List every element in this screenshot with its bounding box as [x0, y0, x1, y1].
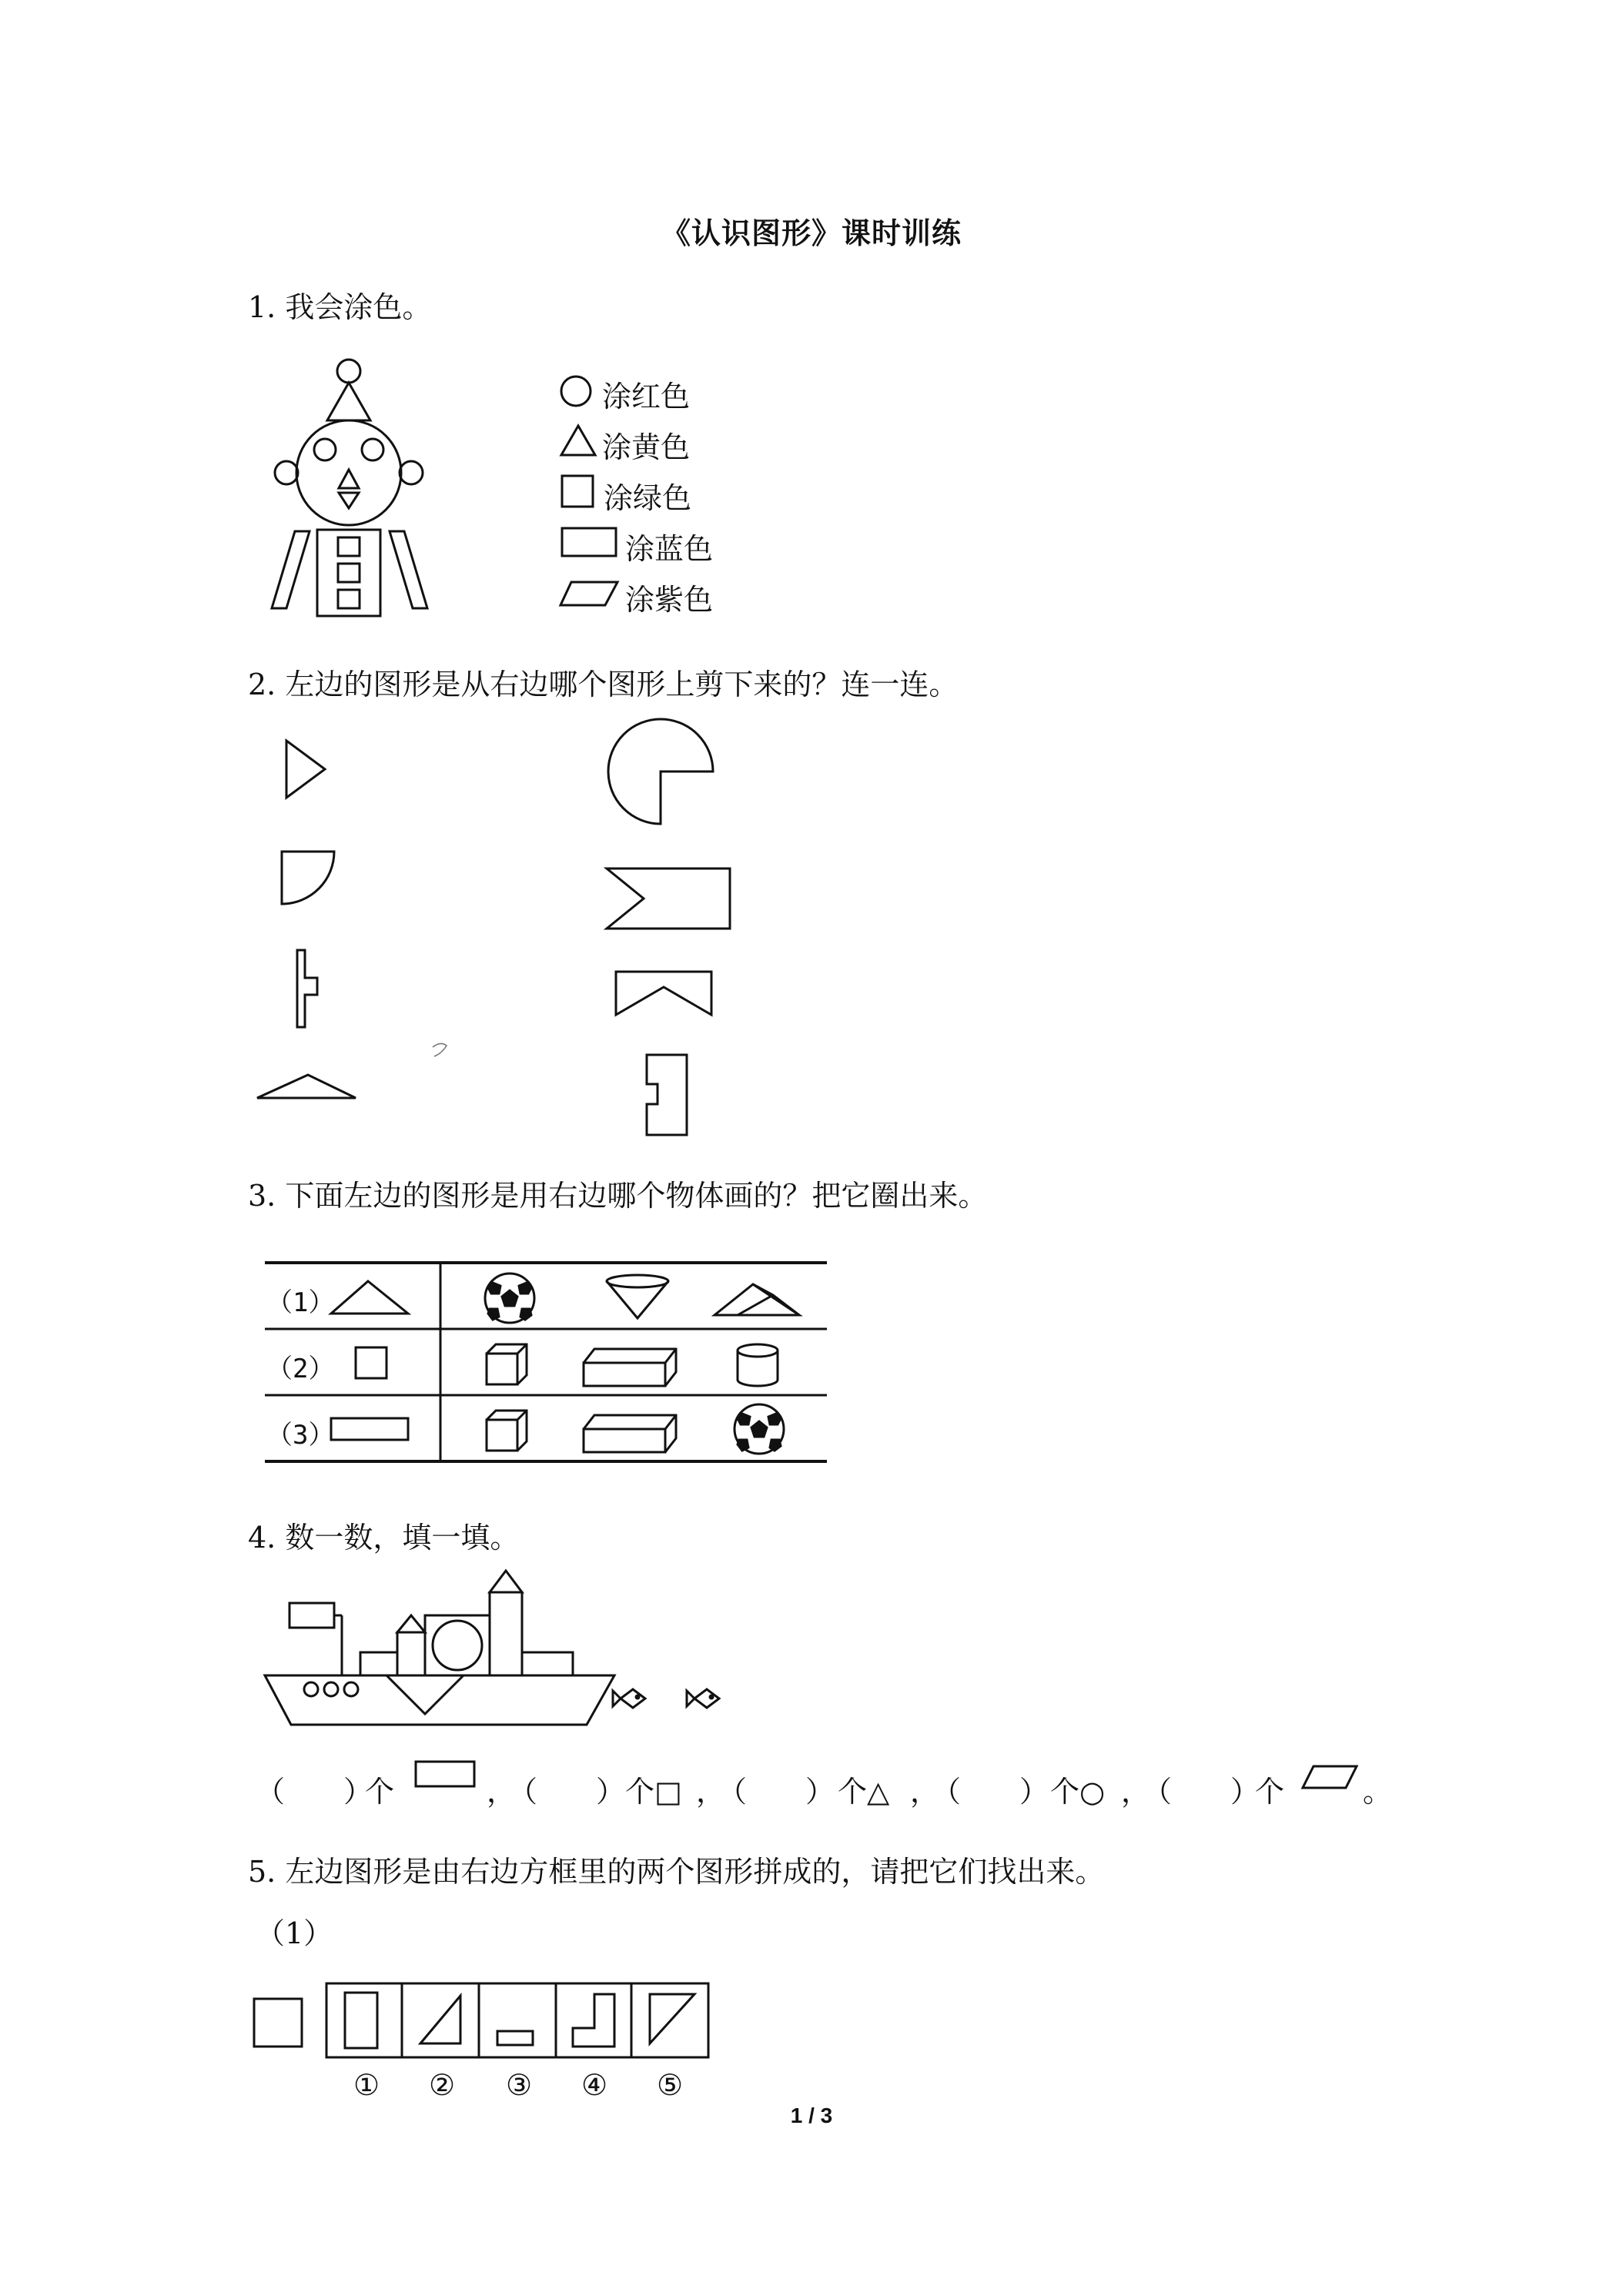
question-5-sub: （1） [256, 1916, 333, 1950]
blank-paren-3[interactable]: （ ） [718, 1775, 835, 1809]
unit-text-4: 个○ [1050, 1775, 1106, 1809]
legend-label-purple: 涂紫色 [625, 583, 714, 617]
unit-text-2: 个□ [625, 1775, 682, 1809]
blank-paren-1[interactable]: （ ） [256, 1775, 373, 1809]
separator-4: ， [1121, 1775, 1151, 1809]
legend-label-green: 涂绿色 [604, 481, 692, 515]
option-number-3: ③ [505, 2068, 533, 2102]
question-1-prompt: 1. 我会涂色。 [248, 290, 432, 324]
unit-text-5: 个 [1255, 1775, 1285, 1809]
unit-text-1: 个 [365, 1775, 395, 1809]
target-square [254, 1999, 302, 2047]
question-2-prompt: 2. 左边的图形是从右边哪个图形上剪下来的？连一连。 [248, 668, 959, 701]
blank-paren-4[interactable]: （ ） [932, 1775, 1049, 1809]
separator-3: ， [910, 1775, 940, 1809]
option-number-5: ⑤ [656, 2068, 684, 2102]
legend-label-blue: 涂蓝色 [625, 532, 714, 566]
option-5-triangle [650, 1994, 694, 2043]
row-label-3: （3） [266, 1420, 335, 1451]
option-number-1: ① [353, 2068, 380, 2102]
question-5-prompt: 5. 左边图形是由右边方框里的两个图形拼成的，请把它们找出来。 [248, 1855, 1105, 1889]
separator-5: 。 [1363, 1775, 1393, 1809]
option-1-rectangle [345, 1993, 377, 2048]
question-4-prompt: 4. 数一数，填一填。 [248, 1521, 520, 1555]
blank-paren-2[interactable]: （ ） [508, 1775, 626, 1809]
option-number-4: ④ [581, 2068, 608, 2102]
page-number: 1 / 3 [790, 2104, 833, 2127]
option-3-strip [497, 2031, 533, 2045]
question-3-prompt: 3. 下面左边的图形是用右边哪个物体画的？把它圈出来。 [248, 1179, 988, 1213]
separator-2: ， [696, 1775, 726, 1809]
option-4-l-shape [573, 1994, 614, 2047]
option-number-2: ② [428, 2068, 456, 2102]
unit-text-3: 个△ [838, 1775, 890, 1809]
row-label-2: （2） [266, 1354, 335, 1384]
option-2-triangle [420, 1996, 460, 2043]
legend-label-yellow: 涂黄色 [602, 430, 691, 464]
row-label-1: （1） [266, 1287, 335, 1318]
page-title: 《认识图形》课时训练 [661, 216, 962, 250]
blank-paren-5[interactable]: （ ） [1143, 1775, 1260, 1809]
legend-label-red: 涂红色 [602, 380, 691, 413]
separator-1: ， [487, 1775, 517, 1809]
